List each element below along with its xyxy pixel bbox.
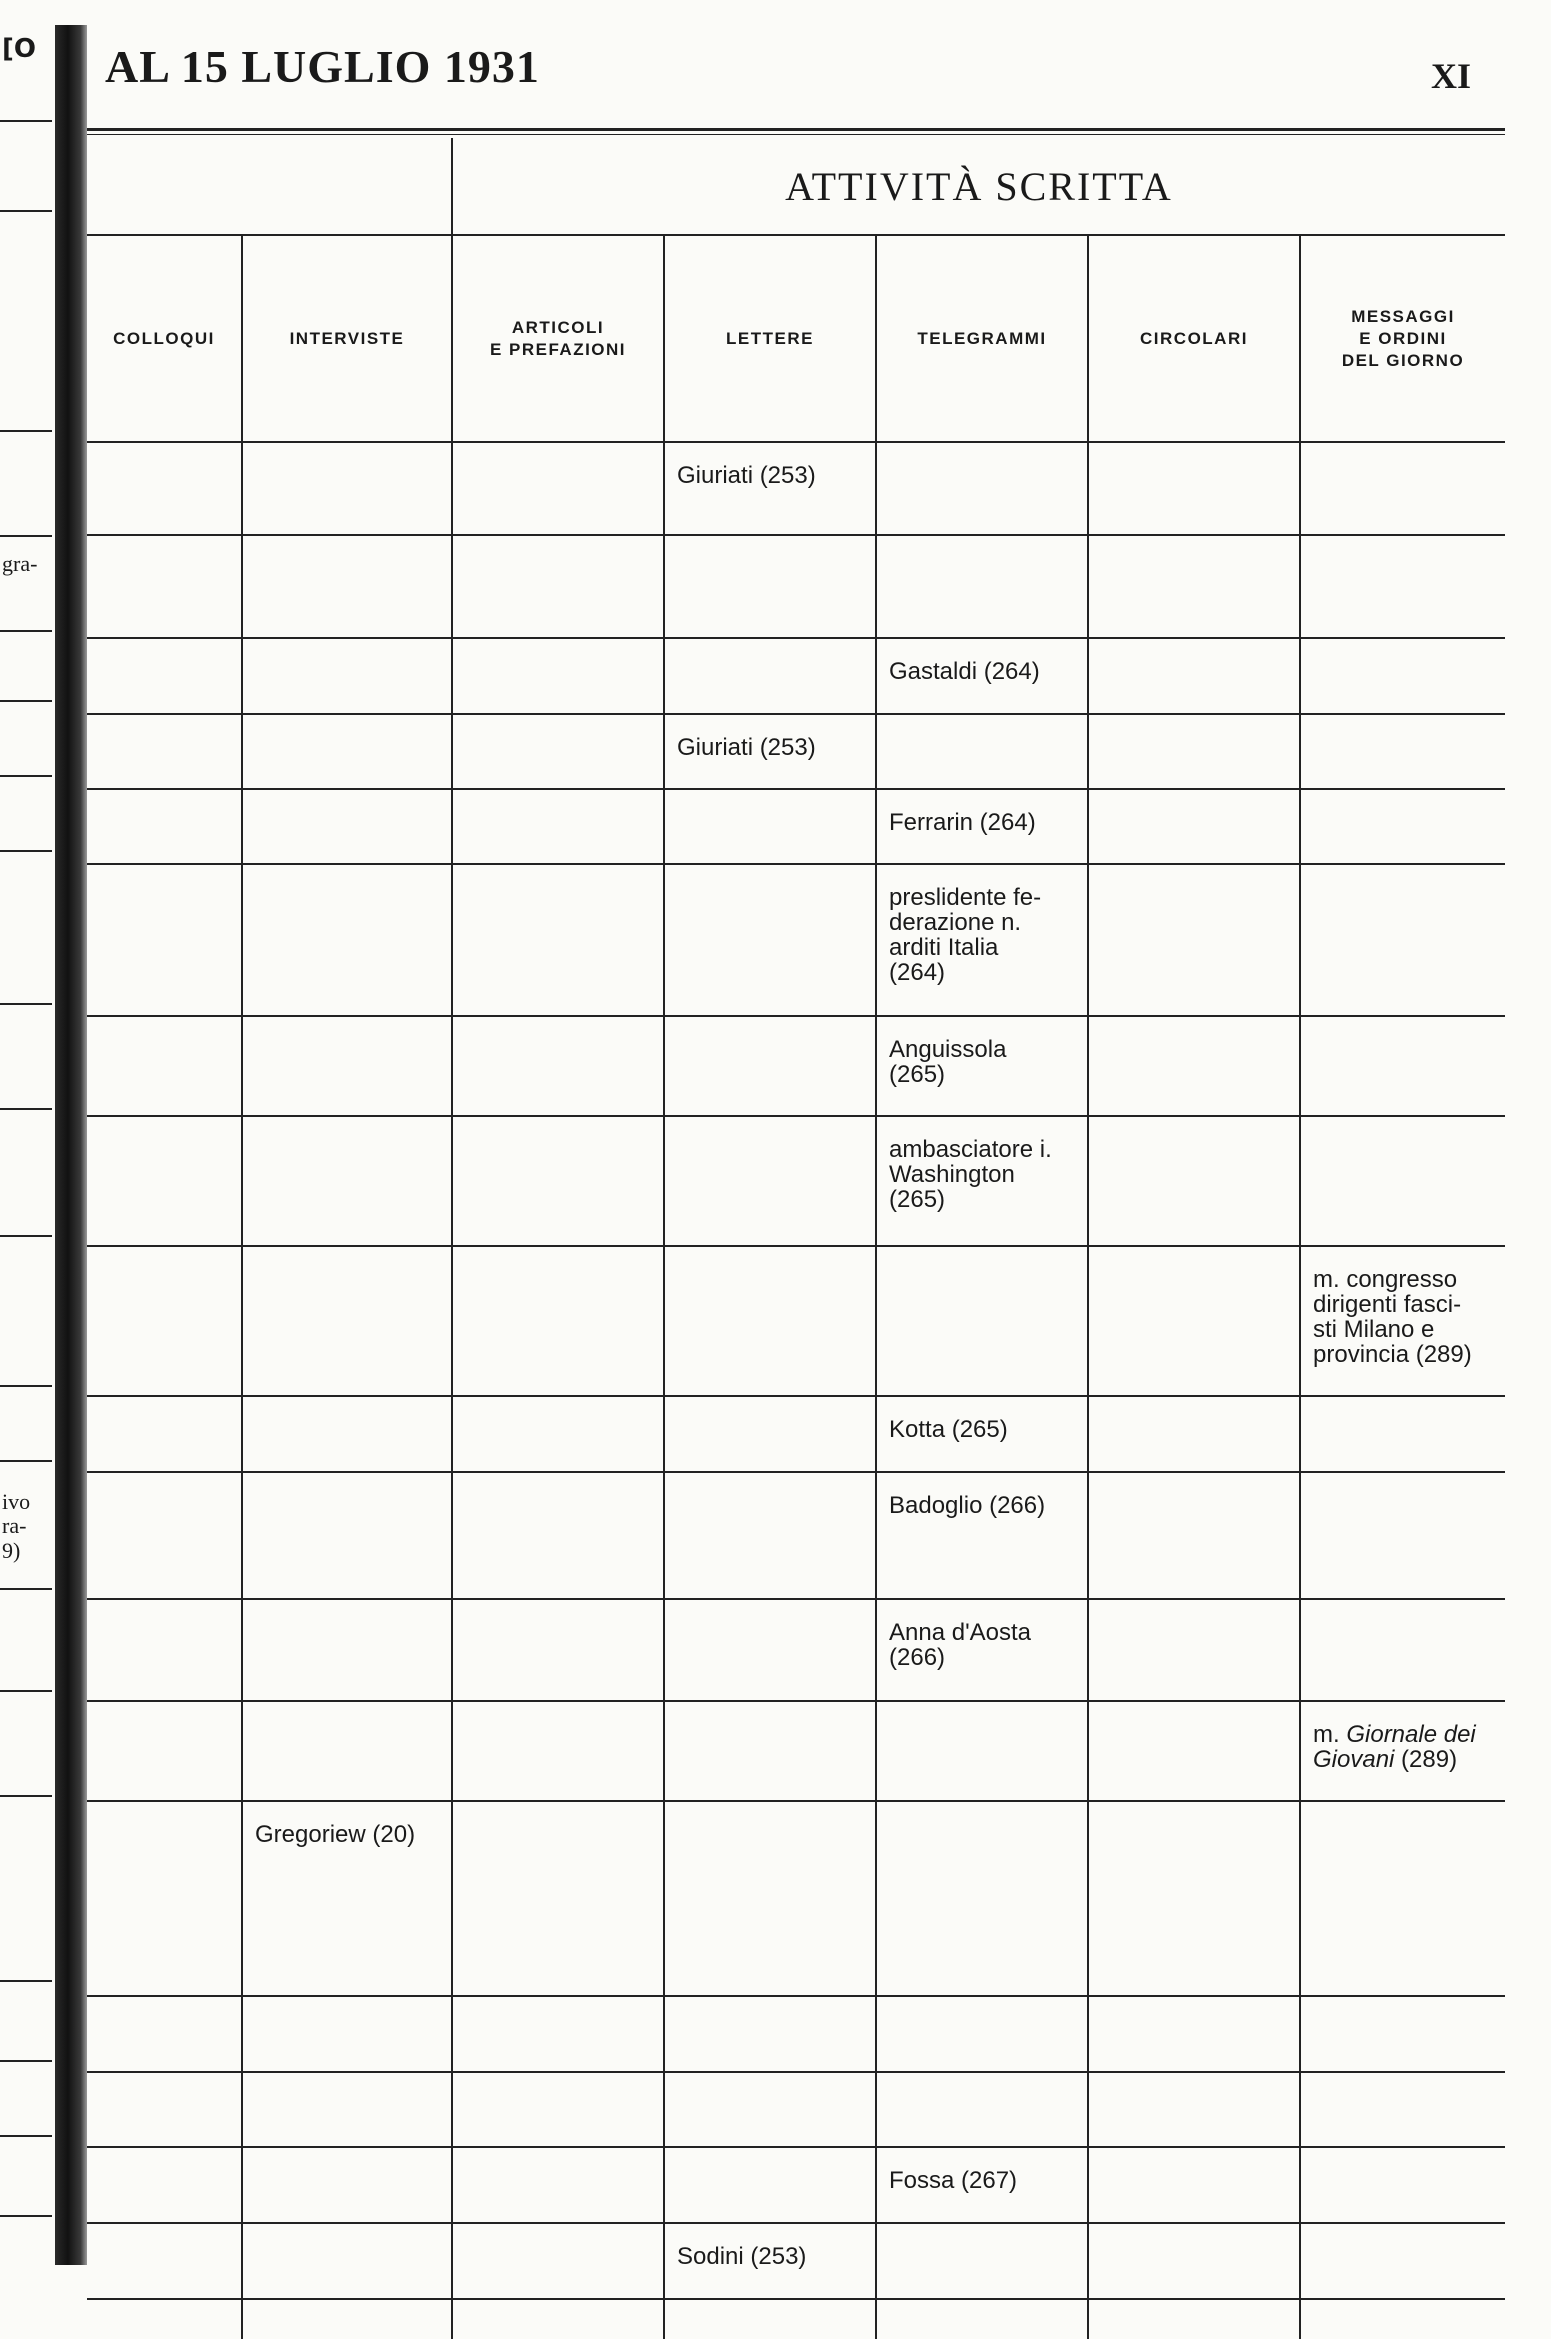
cell-telegrammi: Ferrarin (264) (876, 789, 1088, 864)
table-row (87, 714, 1505, 789)
running-head: AL 15 LUGLIO 1931 (105, 41, 540, 92)
gutter-rule (0, 2060, 52, 2062)
facing-page-gutter (0, 0, 70, 2318)
cell-interviste: Gregoriew (20) (242, 1801, 452, 1996)
gutter-rule (0, 2135, 52, 2137)
gutter-fragment: ra- (2, 1513, 27, 1538)
gutter-fragment: 9) (2, 1538, 21, 1563)
section-title: ATTIVITÀ SCRITTA (452, 138, 1505, 235)
table-row (87, 1801, 1505, 1996)
gutter-rule (0, 1795, 52, 1797)
gutter-rule (0, 1385, 52, 1387)
table-row (87, 638, 1505, 714)
gutter-fragment: ivo (2, 1489, 31, 1514)
gutter-rule (0, 1108, 52, 1110)
cell-telegrammi: Badoglio (266) (876, 1472, 1088, 1599)
table-row (87, 864, 1505, 1016)
column-header-messaggi: MESSAGGI E ORDINI DEL GIORNO (1300, 235, 1505, 442)
table-row (87, 1016, 1505, 1116)
cell-telegrammi: preslidente fe- derazione n. arditi Italia (264) (876, 864, 1088, 1016)
gutter-rule (0, 775, 52, 777)
empty-header-cell (87, 138, 452, 235)
table-row (87, 2299, 1505, 2339)
gutter-rule (0, 535, 52, 537)
column-header-articoli: ARTICOLI E PREFAZIONI (452, 235, 664, 442)
column-header-circolari: CIRCOLARI (1088, 235, 1300, 442)
table-row (87, 1996, 1505, 2072)
gutter-rule (0, 850, 52, 852)
gutter-fragment: gra- (2, 551, 38, 576)
gutter-rule (0, 2215, 52, 2217)
column-header-interviste: INTERVISTE (242, 235, 452, 442)
cell-telegrammi: Kotta (265) (876, 1396, 1088, 1472)
gutter-rule (0, 1235, 52, 1237)
gutter-rule (0, 1690, 52, 1692)
table-row (87, 789, 1505, 864)
gutter-rule (0, 430, 52, 432)
cell-telegrammi: Anna d'Aosta (266) (876, 1599, 1088, 1701)
table-row (87, 2147, 1505, 2223)
gutter-rule (0, 210, 52, 212)
gutter-rule (0, 120, 52, 122)
gutter-rule (0, 700, 52, 702)
column-header-colloqui: COLLOQUI (87, 235, 242, 442)
table-row (87, 1246, 1505, 1396)
cell-telegrammi: Anguissola (265) (876, 1016, 1088, 1116)
gutter-rule (0, 1588, 52, 1590)
table-row (87, 442, 1505, 535)
table-row (87, 2072, 1505, 2147)
cell-messaggi: m. congresso dirigenti fasci- sti Milano e provincia (289) (1300, 1246, 1505, 1396)
section-header-row (87, 138, 1505, 235)
table-row (87, 1116, 1505, 1246)
cell-telegrammi: Fossa (267) (876, 2147, 1088, 2223)
cell-lettere: Giuriati (253) (664, 442, 876, 535)
cell-telegrammi: Gastaldi (264) (876, 638, 1088, 714)
gutter-rule (0, 1003, 52, 1005)
gutter-rule (0, 1460, 52, 1462)
cell-lettere: Sodini (253) (664, 2223, 876, 2299)
book-spine-shadow (55, 25, 87, 2265)
table-row (87, 2223, 1505, 2299)
column-header-lettere: LETTERE (664, 235, 876, 442)
column-header-row (87, 235, 1505, 442)
header-rule (87, 128, 1505, 131)
cell-lettere: Giuriati (253) (664, 714, 876, 789)
gutter-rule (0, 1980, 52, 1982)
gutter-rule (0, 630, 52, 632)
table-row (87, 1701, 1505, 1801)
column-header-telegrammi: TELEGRAMMI (876, 235, 1088, 442)
page-number: XI (1430, 56, 1471, 96)
table-row (87, 1599, 1505, 1701)
gutter-fragment: [O (2, 34, 36, 64)
table-row (87, 535, 1505, 638)
cell-messaggi: m. Giornale dei Giovani (289) (1300, 1701, 1505, 1801)
table-row (87, 1396, 1505, 1472)
cell-telegrammi: ambasciatore i. Washington (265) (876, 1116, 1088, 1246)
activity-register-table (87, 138, 1505, 2339)
header-rule-thin (87, 134, 1505, 135)
table-row (87, 1472, 1505, 1599)
